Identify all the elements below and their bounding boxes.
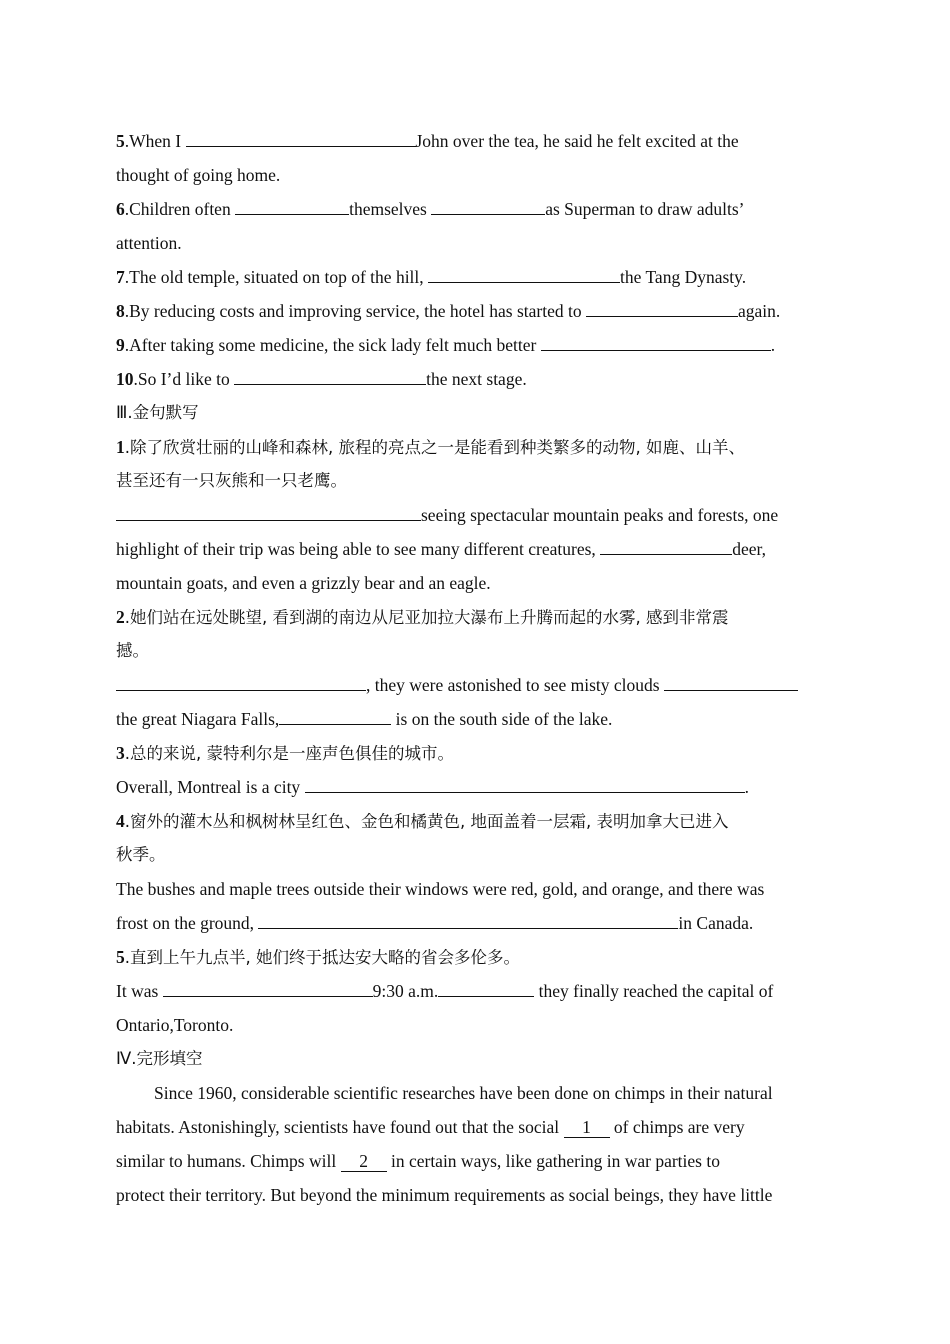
question-6-continued: attention. xyxy=(116,233,182,253)
sentence-3-chinese: 3.总的来说, 蒙特利尔是一座声色俱佳的城市。 xyxy=(116,743,454,763)
sentence-2-chinese: 2.她们站在远处眺望, 看到湖的南边从尼亚加拉大瀑布上升腾而起的水雾, 感到非常震 xyxy=(116,607,729,627)
question-number: 6 xyxy=(116,199,125,219)
section-heading-4: Ⅳ.完形填空 xyxy=(116,1049,203,1068)
answer-blank[interactable] xyxy=(305,775,745,793)
answer-blank[interactable] xyxy=(163,979,373,997)
question-10: 10.So I’d like to the next stage. xyxy=(116,369,527,389)
question-number: 5 xyxy=(116,131,125,151)
sentence-1-english-end: mountain goats, and even a grizzly bear and an eagle. xyxy=(116,573,491,593)
question-number: 2 xyxy=(116,607,125,627)
sentence-5-chinese: 5.直到上午九点半, 她们终于抵达安大略的省会多伦多。 xyxy=(116,947,520,967)
answer-blank[interactable] xyxy=(116,673,366,691)
answer-blank[interactable] xyxy=(431,197,545,215)
sentence-2-english-continued: the great Niagara Falls, is on the south side of the lake. xyxy=(116,709,613,729)
answer-blank[interactable] xyxy=(428,265,620,283)
answer-blank[interactable] xyxy=(541,333,771,351)
sentence-1-chinese-continued: 甚至还有一只灰熊和一只老鹰。 xyxy=(116,471,347,490)
question-6: 6.Children often themselves as Superman to draw adults’ xyxy=(116,199,745,219)
question-number: 3 xyxy=(116,743,125,763)
passage-line-1: Since 1960, considerable scientific researches have been done on chimps in their natural xyxy=(154,1083,773,1103)
question-number: 9 xyxy=(116,335,125,355)
sentence-3-english: Overall, Montreal is a city . xyxy=(116,777,749,797)
answer-blank[interactable] xyxy=(600,537,732,555)
answer-blank[interactable] xyxy=(438,979,534,997)
sentence-2-english: , they were astonished to see misty clouds xyxy=(116,668,838,702)
answer-blank[interactable] xyxy=(186,129,416,147)
question-number: 7 xyxy=(116,267,125,287)
sentence-1-english: seeing spectacular mountain peaks and forests, one xyxy=(116,498,838,532)
question-number: 8 xyxy=(116,301,125,321)
question-7: 7.The old temple, situated on top of the hill, the Tang Dynasty. xyxy=(116,267,747,287)
passage-line-2: habitats. Astonishingly, scientists have found out that the social 1 of chimps are very xyxy=(116,1117,745,1137)
answer-blank[interactable] xyxy=(234,367,426,385)
passage-line-4: protect their territory. But beyond the minimum requirements as social beings, they have little xyxy=(116,1185,773,1205)
sentence-1-english-continued: highlight of their trip was being able to see many different creatures, deer, xyxy=(116,539,766,559)
sentence-4-chinese: 4.窗外的灌木丛和枫树林呈红色、金色和橘黄色, 地面盖着一层霜, 表明加拿大已进入 xyxy=(116,811,729,831)
answer-blank[interactable] xyxy=(279,707,391,725)
worksheet-content xyxy=(116,124,838,1212)
question-9: 9.After taking some medicine, the sick lady felt much better . xyxy=(116,335,776,355)
question-5: 5.When I John over the tea, he said he felt excited at the xyxy=(116,131,739,151)
question-number: 5 xyxy=(116,947,125,967)
cloze-blank-1[interactable]: 1 xyxy=(564,1118,610,1138)
question-8: 8.By reducing costs and improving service, the hotel has started to again. xyxy=(116,301,781,321)
sentence-4-english-continued: frost on the ground, in Canada. xyxy=(116,913,754,933)
question-number: 4 xyxy=(116,811,125,831)
answer-blank[interactable] xyxy=(258,911,678,929)
sentence-5-english: It was 9:30 a.m. they finally reached the capital of xyxy=(116,981,774,1001)
cloze-blank-2[interactable]: 2 xyxy=(341,1152,387,1172)
passage-line-3: similar to humans. Chimps will 2 in certain ways, like gathering in war parties to xyxy=(116,1151,720,1171)
sentence-4-chinese-continued: 秋季。 xyxy=(116,845,166,864)
section-heading-3: Ⅲ.金句默写 xyxy=(116,403,199,422)
question-5-continued: thought of going home. xyxy=(116,165,281,185)
question-number: 10 xyxy=(116,369,134,389)
answer-blank[interactable] xyxy=(664,673,798,691)
question-number: 1 xyxy=(116,437,125,457)
sentence-2-chinese-continued: 撼。 xyxy=(116,641,149,660)
sentence-1-chinese: 1.除了欣赏壮丽的山峰和森林, 旅程的亮点之一是能看到种类繁多的动物, 如鹿、山羊、 xyxy=(116,437,745,457)
answer-blank[interactable] xyxy=(586,299,738,317)
sentence-4-english: The bushes and maple trees outside their windows were red, gold, and orange, and there was xyxy=(116,879,765,899)
answer-blank[interactable] xyxy=(116,503,421,521)
sentence-5-english-continued: Ontario,Toronto. xyxy=(116,1015,234,1035)
answer-blank[interactable] xyxy=(235,197,349,215)
